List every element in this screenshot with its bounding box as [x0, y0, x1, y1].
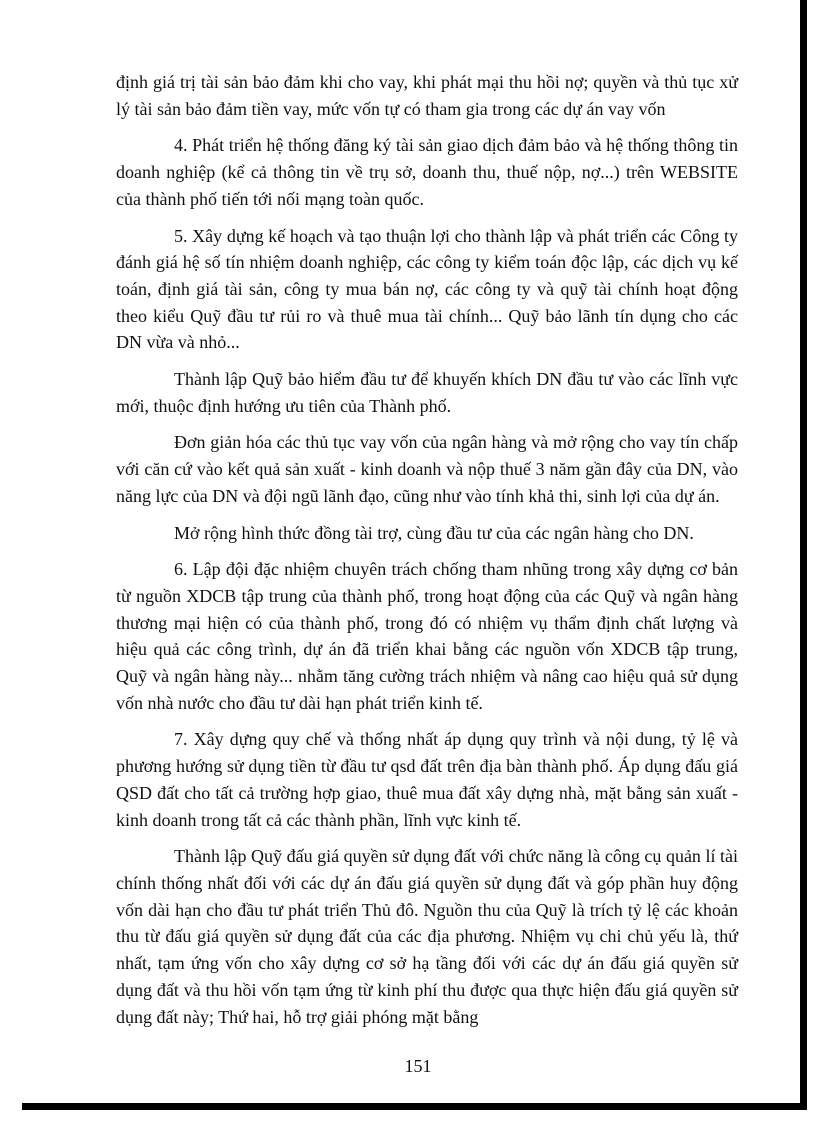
paragraph-item-5: 5. Xây dựng kế hoạch và tạo thuận lợi cho thành lập và phát triển các Công ty đánh giá hệ số tín nhiệm doanh nghiệp, các công ty kiểm toán độc lập, các dịch vụ kế toán, định giá tài sản, công ty mua bán nợ, các công ty và quỹ tài chính hoạt động theo kiểu Quỹ đầu tư rủi ro và thuê mua tài chính... Quỹ bảo lãnh tín dụng cho các DN vừa và nhỏ...: [116, 225, 738, 353]
paragraph-item-6: 6. Lập đội đặc nhiệm chuyên trách chống tham nhũng trong xây dựng cơ bản từ nguồn XDCB tập trung của thành phố, trong hoạt động của các Quỹ và ngân hàng thương mại hiện có của thành phố, trong đó có nhiệm vụ thẩm định chất lượng và hiệu quả các công trình, dự án đã triển khai bằng các nguồn vốn XDCB tập trung, Quỹ và ngân hàng này... nhằm tăng cường trách nhiệm và nâng cao hiệu quả sử dụng vốn nhà nước cho đầu tư dài hạn phát triển kinh tế.: [116, 559, 738, 713]
paragraph-continuation: định giá trị tài sản bảo đảm khi cho vay, khi phát mại thu hồi nợ; quyền và thủ tục xử lý tài sản bảo đảm tiền vay, mức vốn tự có tham gia trong các dự án vay vốn: [116, 72, 738, 119]
page-number: 151: [404, 1056, 432, 1076]
paragraph-item-4: 4. Phát triển hệ thống đăng ký tài sản giao dịch đảm bảo và hệ thống thông tin doanh nghiệp (kể cả thông tin về trụ sở, doanh thu, thuế nộp, nợ...) trên WEBSITE của thành phố tiến tới nối mạng toàn quốc.: [116, 135, 738, 209]
paragraph-insurance-fund: Thành lập Quỹ bảo hiểm đầu tư để khuyến khích DN đầu tư vào các lĩnh vực mới, thuộc định hướng ưu tiên của Thành phố.: [116, 369, 738, 416]
paragraph-simplify-loans: Đơn giản hóa các thủ tục vay vốn của ngân hàng và mở rộng cho vay tín chấp với căn cứ vào kết quả sản xuất - kinh doanh và nộp thuế 3 năm gần đây của DN, vào năng lực của DN và đội ngũ lãnh đạo, cũng như vào tính khả thi, sinh lợi của dự án.: [116, 432, 738, 506]
paragraph-land-auction-fund: Thành lập Quỹ đấu giá quyền sử dụng đất với chức năng là công cụ quản lí tài chính thống nhất đối với các dự án đấu giá quyền sử dụng đất và góp phần huy động vốn dài hạn cho đầu tư phát triển Thủ đô. Nguồn thu của Quỹ là trích tỷ lệ các khoản thu từ đấu giá quyền sử dụng đất của các địa phương. Nhiệm vụ chi chủ yếu là, thứ nhất, tạm ứng vốn cho xây dựng cơ sở hạ tầng đối với các dự án đấu giá quyền sử dụng đất và thu hồi vốn tạm ứng từ kinh phí thu được qua thực hiện đấu giá quyền sử dụng đất này; Thứ hai, hỗ trợ giải phóng mặt bằng: [116, 846, 738, 1027]
document-body: [116, 69, 738, 1040]
paragraph-cofinancing: Mở rộng hình thức đồng tài trợ, cùng đầu tư của các ngân hàng cho DN.: [174, 522, 694, 543]
paragraph-item-7: 7. Xây dựng quy chế và thống nhất áp dụng quy trình và nội dung, tỷ lệ và phương hướng sử dụng tiền từ đầu tư qsd đất trên địa bàn thành phố. Áp dụng đấu giá QSD đất cho tất cả trường hợp giao, thuê mua đất xây dựng nhà, mặt bằng sản xuất - kinh doanh trong tất cả các thành phần, lĩnh vực kinh tế.: [116, 729, 738, 830]
